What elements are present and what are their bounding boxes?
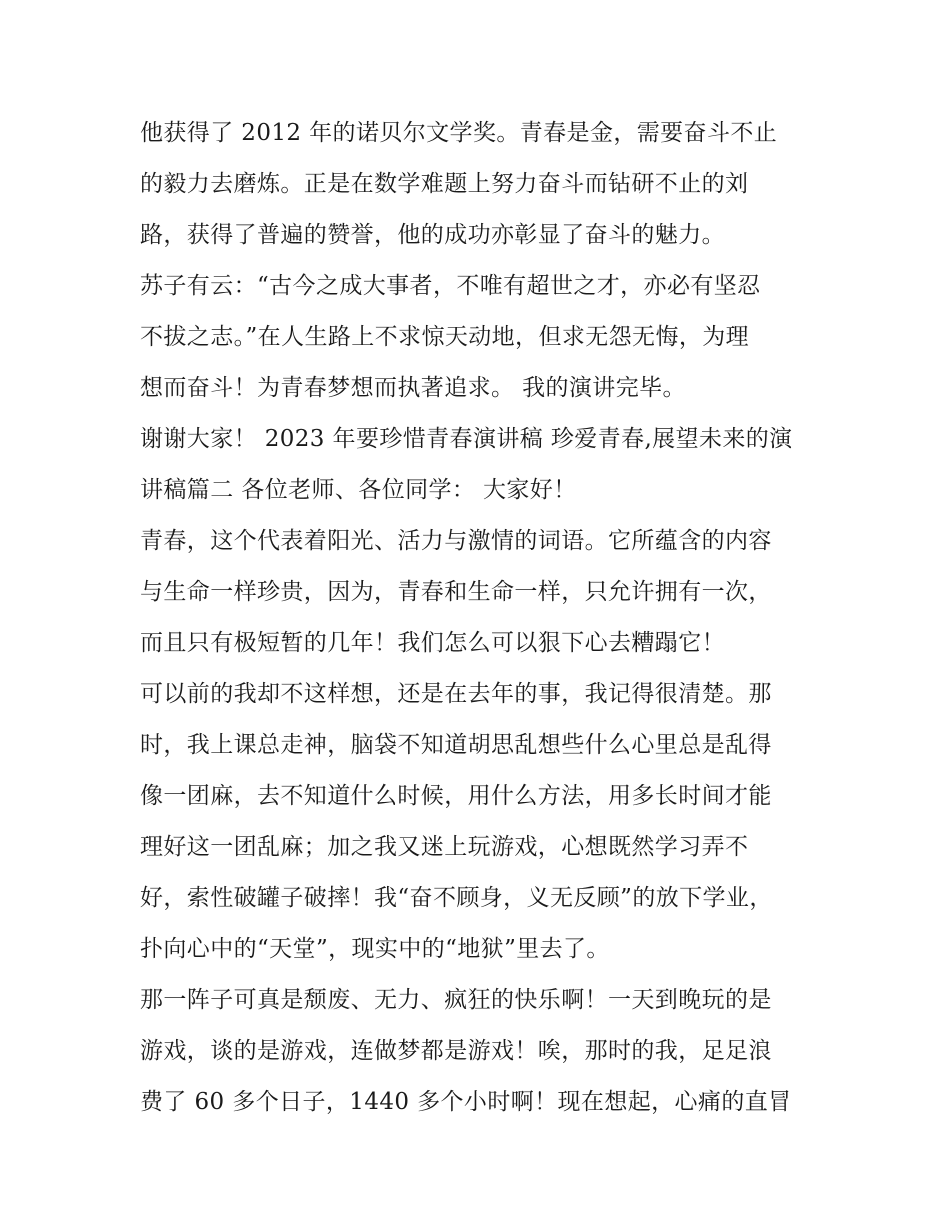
text-line: 他获得了 2012 年的诺贝尔文学奖。青春是金，需要奋斗不止 [140,120,778,146]
text-line: 理好这一团乱麻；加之我又迷上玩游戏，心想既然学习弄不 [140,834,749,860]
document-body [140,108,830,1128]
text-line: 可以前的我却不这样想，还是在去年的事，我记得很清楚。那 [140,681,772,707]
text-line: 不拔之志。”在人生路上不求惊天动地，但求无怨无悔，为理 [140,324,750,350]
text-line: 费了 60 多个日子，1440 多个小时啊！现在想起，心痛的直冒 [140,1089,792,1115]
text-line: 路，获得了普遍的赞誉，他的成功亦彰显了奋斗的魅力。 [140,222,725,248]
text-line: 好，索性破罐子破摔！我“奋不顾身，义无反顾”的放下学业， [140,885,773,911]
text-line: 想而奋斗！为青春梦想而执著追求。 我的演讲完毕。 [140,375,686,401]
text-line: 游戏，谈的是游戏，连做梦都是游戏！唉，那时的我，足足浪 [140,1038,772,1064]
text-line: 讲稿篇二 各位老师、各位同学： 大家好！ [140,477,577,503]
text-line: 时，我上课总走神，脑袋不知道胡思乱想些什么心里总是乱得 [140,732,772,758]
text-line: 青春，这个代表着阳光、活力与激情的词语。它所蕴含的内容 [140,528,772,554]
text-line: 而且只有极短暂的几年！我们怎么可以狠下心去糟蹋它！ [140,630,725,656]
text-line: 苏子有云：“古今之成大事者，不唯有超世之才，亦必有坚忍 [140,273,761,299]
text-line: 与生命一样珍贵，因为，青春和生命一样，只允许拥有一次， [140,579,772,605]
text-line: 扑向心中的“天堂”，现实中的“地狱”里去了。 [140,936,610,962]
text-line: 那一阵子可真是颓废、无力、疯狂的快乐啊！一天到晚玩的是 [140,987,772,1013]
text-line: 像一团麻，去不知道什么时候，用什么方法，用多长时间才能 [140,783,772,809]
text-line: 谢谢大家！ 2023 年要珍惜青春演讲稿 珍爱青春,展望未来的演 [140,426,793,452]
text-line: 的毅力去磨炼。正是在数学难题上努力奋斗而钻研不止的刘 [140,171,749,197]
